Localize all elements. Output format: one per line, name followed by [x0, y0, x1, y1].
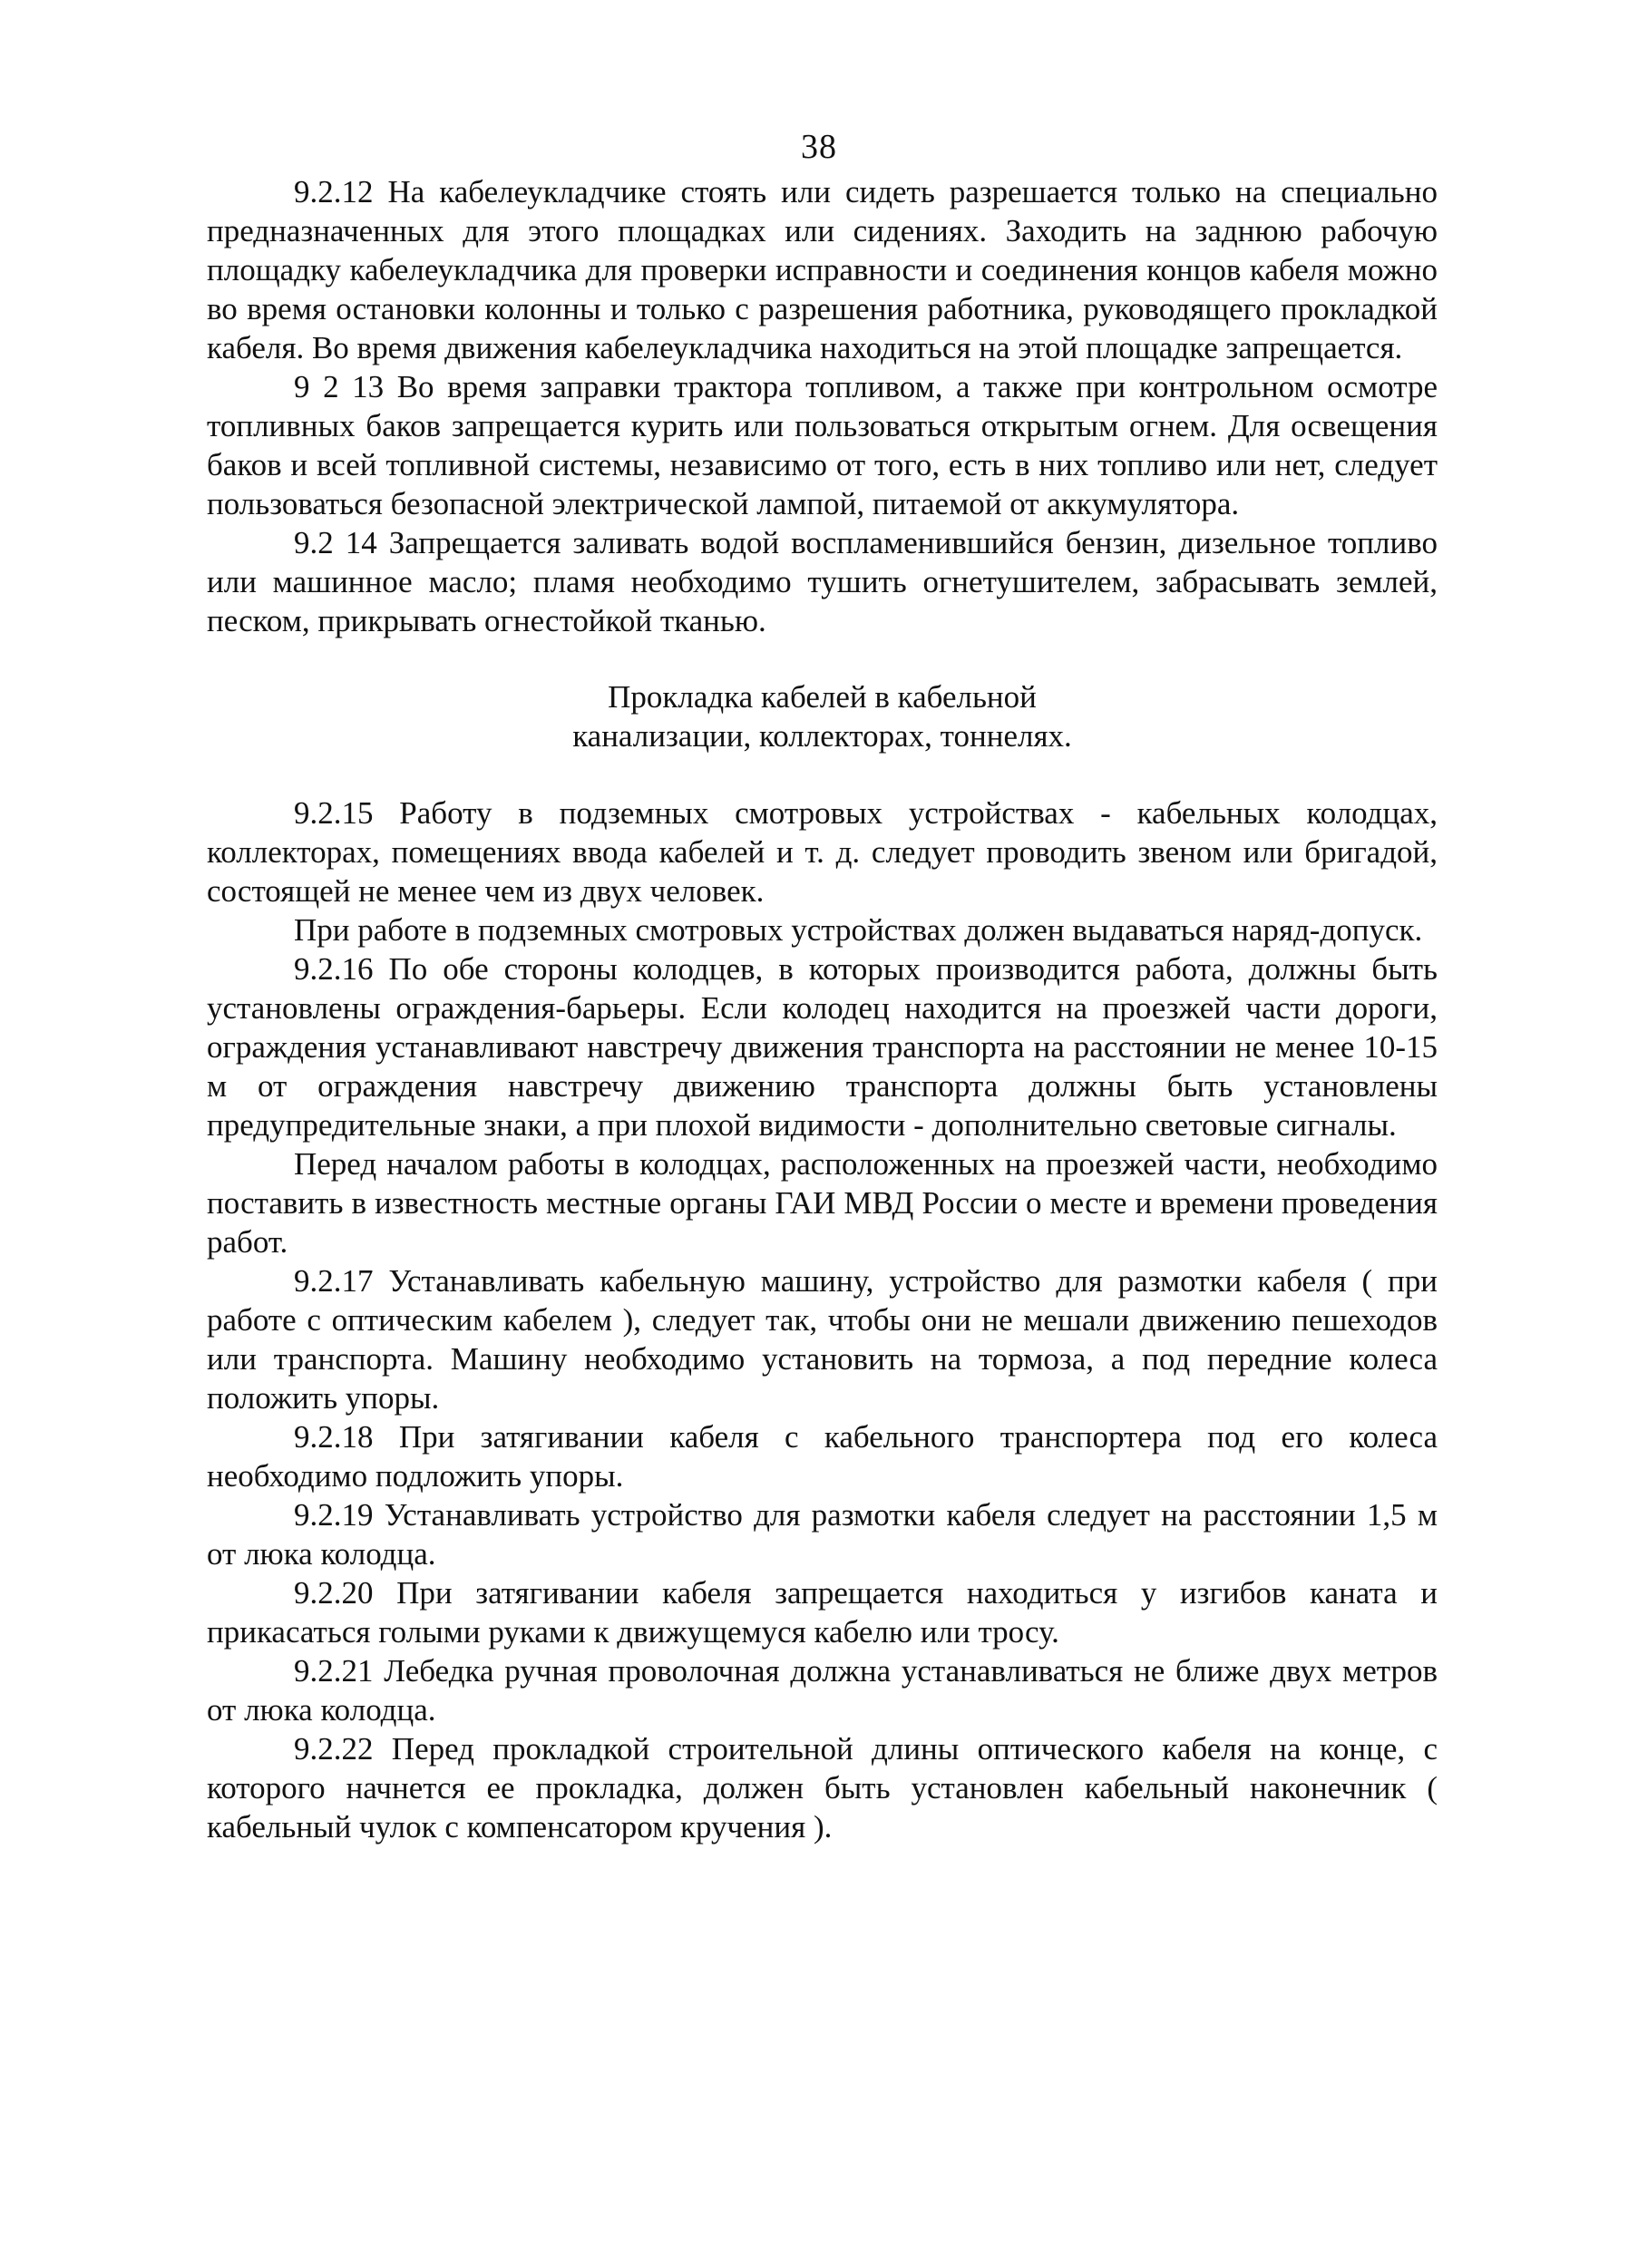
- section-heading-line-2: канализации, коллекторах, тоннелях.: [572, 718, 1072, 754]
- paragraph-9-2-12: 9.2.12 На кабелеукладчике стоять или сидеть разрешается только на специально предназначенных для этого площадках или сидениях. Заходить на заднюю рабочую площадку кабелеукладчика для проверки исправности и соединения концов кабеля можно во время остановки колонны и только с разрешения работника, руководящего прокладкой кабеля. Во время движения кабелеукладчика находиться на этой площадке запрещается.: [207, 174, 1438, 365]
- paragraph-9-2-19: 9.2.19 Устанавливать устройство для размотки кабеля следует на расстоянии 1,5 м от люка колодца.: [207, 1497, 1438, 1572]
- document-body: [207, 172, 1438, 1846]
- paragraph-9-2-16: 9.2.16 По обе стороны колодцев, в которых производится работа, должны быть установлены ограждения-барьеры. Если колодец находится на проезжей части дороги, ограждения устанавливают навстречу движения транспорта на расстоянии не менее 10-15 м от ограждения навстречу движению транспорта должны быть установлены предупредительные знаки, а при плохой видимости - дополнительно световые сигналы.: [207, 951, 1438, 1143]
- page-number: 38: [801, 128, 837, 166]
- section-heading: [207, 677, 1438, 755]
- paragraph-9-2-17: 9.2.17 Устанавливать кабельную машину, устройство для размотки кабеля ( при работе с оптическим кабелем ), следует так, чтобы они не мешали движению пешеходов или транспорта. Машину необходимо установить на тормоза, а под передние колеса положить упоры.: [207, 1263, 1438, 1416]
- paragraph-9-2-13: 9 2 13 Во время заправки трактора топливом, а также при контрольном осмотре топливных баков запрещается курить или пользоваться открытым огнем. Для освещения баков и всей топливной системы, независимо от того, есть в них топливо или нет, следует пользоваться безопасной электрической лампой, питаемой от аккумулятора.: [207, 369, 1438, 521]
- paragraph-9-2-15: 9.2.15 Работу в подземных смотровых устройствах - кабельных колодцах, коллекторах, помещениях ввода кабелей и т. д. следует проводить звеном или бригадой, состоящей не менее чем из двух человек.: [207, 795, 1438, 909]
- paragraph-9-2-18: 9.2.18 При затягивании кабеля с кабельного транспортера под его колеса необходимо подложить упоры.: [207, 1419, 1438, 1494]
- paragraph-9-2-16-notice: Перед началом работы в колодцах, расположенных на проезжей части, необходимо поставить в известность местные органы ГАИ МВД России о месте и времени проведения работ.: [207, 1146, 1438, 1260]
- paragraph-9-2-20: 9.2.20 При затягивании кабеля запрещается находиться у изгибов каната и прикасаться голыми руками к движущемуся кабелю или тросу.: [207, 1575, 1438, 1650]
- paragraph-9-2-21: 9.2.21 Лебедка ручная проволочная должна устанавливаться не ближе двух метров от люка колодца.: [207, 1653, 1438, 1728]
- paragraph-9-2-22: 9.2.22 Перед прокладкой строительной длины оптического кабеля на конце, с которого начнется ее прокладка, должен быть установлен кабельный наконечник ( кабельный чулок с компенсатором кручения ).: [207, 1731, 1438, 1845]
- paragraph-9-2-15-permit: При работе в подземных смотровых устройствах должен выдаваться наряд-допуск.: [294, 912, 1423, 948]
- paragraph-9-2-14: 9.2 14 Запрещается заливать водой воспламенившийся бензин, дизельное топливо или машинное масло; пламя необходимо тушить огнетушителем, забрасывать землей, песком, прикрывать огнестойкой тканью.: [207, 525, 1438, 638]
- section-heading-line-1: Прокладка кабелей в кабельной: [608, 679, 1037, 715]
